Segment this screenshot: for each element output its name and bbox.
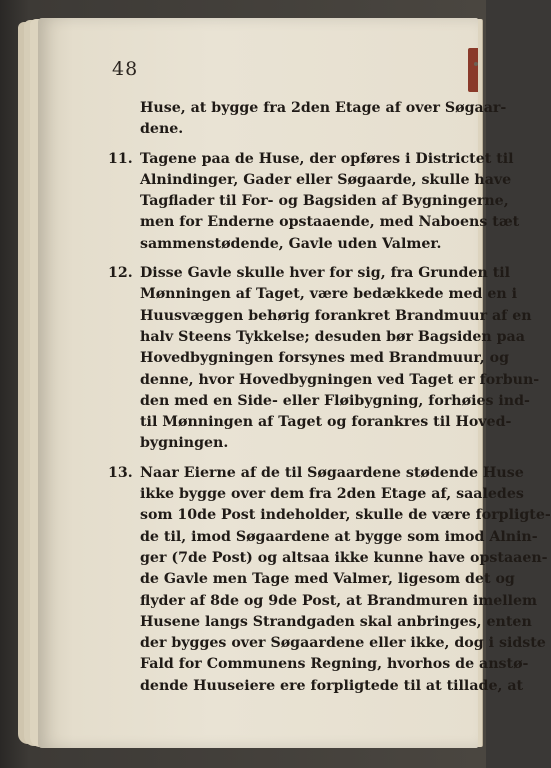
text-line: Huusvæggen behørig forankret Brandmuur af en <box>140 307 532 324</box>
item-number: 11. <box>108 150 133 167</box>
text-line: den med en Side- eller Fløibygning, forhøies ind- <box>140 392 530 409</box>
text-line: Mønningen af Taget, være bedækkede med en i <box>140 286 518 303</box>
item-12 <box>108 263 540 455</box>
text-line: dende Huuseiere ere forpligtede til at tillade, at <box>140 677 524 694</box>
item-number: 12. <box>108 265 133 282</box>
text-line: der bygges over Søgaardene eller ikke, dog i sidste <box>140 635 546 652</box>
text-line: Alnindinger, Gader eller Søgaarde, skulle have <box>140 171 512 188</box>
bookmark-tab <box>468 48 478 92</box>
text-line: Tagflader til For- og Bagsiden af Bygningerne, <box>140 193 509 210</box>
text-line-content: Disse Gavle skulle hver for sig, fra Grunden til <box>140 265 511 282</box>
text-line: Hovedbygningen forsynes med Brandmuur, og <box>140 350 510 367</box>
text-line: sammenstødende, Gavle uden Valmer. <box>140 235 442 252</box>
text-line: denne, hvor Hovedbygningen ved Taget er forbun- <box>140 371 540 388</box>
text-line <box>108 263 511 284</box>
text-line: flyder af 8de og 9de Post, at Brandmuren imellem <box>140 592 538 609</box>
text-line <box>108 463 524 484</box>
text-line: bygningen. <box>140 435 229 452</box>
item-13 <box>108 463 551 697</box>
text-line: Huse, at bygge fra 2den Etage af over Søgaar- <box>140 100 507 116</box>
text-line: de til, imod Søgaardene at bygge som imod Alnin- <box>140 528 538 545</box>
continuation-paragraph <box>108 98 507 141</box>
page-number: 48 <box>112 58 139 80</box>
item-number: 13. <box>108 464 133 481</box>
text-line <box>108 149 514 170</box>
text-line: ger (7de Post) og altsaa ikke kunne have opstaaen- <box>140 549 548 566</box>
item-11 <box>108 149 520 255</box>
text-line: de Gavle men Tage med Valmer, ligesom det og <box>140 571 515 588</box>
text-line: Husene langs Strandgaden skal anbringes, enten <box>140 613 532 630</box>
page-text <box>108 98 551 705</box>
page-spot <box>474 62 478 66</box>
text-line: ikke bygge over dem fra 2den Etage af, saaledes <box>140 486 524 503</box>
text-line: dene. <box>140 121 184 138</box>
text-line: men for Enderne opstaaende, med Naboens tæt <box>140 214 520 231</box>
text-line: halv Steens Tykkelse; desuden bør Bagsiden paa <box>140 328 525 345</box>
text-line: som 10de Post indeholder, skulle de være forpligte- <box>140 507 551 524</box>
text-line-content: Tagene paa de Huse, der opføres i Districtet til <box>140 150 514 167</box>
text-line: til Mønningen af Taget og forankres til Hoved- <box>140 414 512 431</box>
text-line-content: Naar Eierne af de til Søgaardene stødende Huse <box>140 464 524 481</box>
text-line: Fald for Communens Regning, hvorhos de anstø- <box>140 656 529 673</box>
